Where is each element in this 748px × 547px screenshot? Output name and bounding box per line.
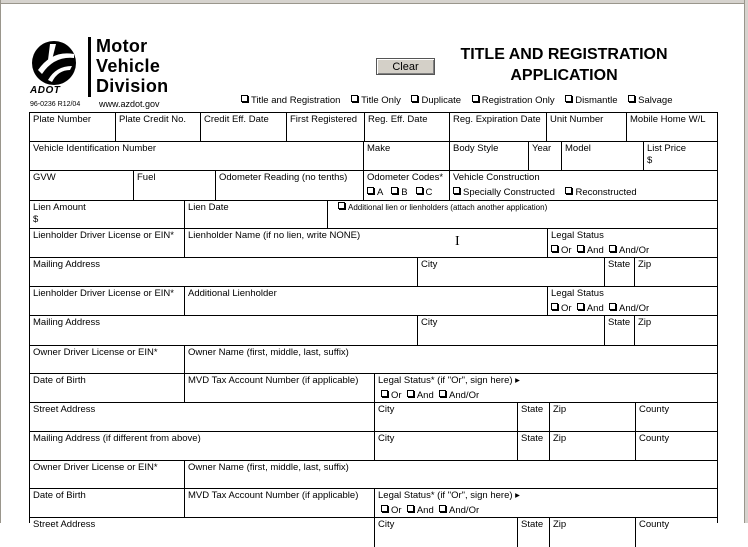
clear-button[interactable]: Clear xyxy=(376,58,435,75)
row-lienholder-1 xyxy=(30,229,717,258)
field-owner-mailing-county[interactable]: County xyxy=(639,433,670,444)
checkbox-icon[interactable] xyxy=(439,505,446,512)
checkbox-icon[interactable] xyxy=(407,390,414,397)
field-lienholder-legal-status: Legal Status Or And And/Or xyxy=(551,230,650,256)
field-body-style[interactable]: Body Style xyxy=(450,142,529,170)
field-owner2-license[interactable]: Owner Driver License or EIN* xyxy=(30,461,185,488)
field-odometer-codes: Odometer Codes* A B C xyxy=(364,171,450,200)
checkbox-icon[interactable] xyxy=(565,95,572,102)
field-owner2-county[interactable]: County xyxy=(639,519,670,530)
field-owner-zip[interactable]: Zip xyxy=(550,403,636,431)
field-owner2-street[interactable]: Street Address xyxy=(30,518,375,547)
row-gvw xyxy=(30,171,717,201)
field-model[interactable]: Model xyxy=(562,142,644,170)
field-gvw[interactable]: GVW xyxy=(30,171,134,200)
checkbox-icon[interactable] xyxy=(241,95,248,102)
field-lienholder2-zip[interactable]: Zip xyxy=(638,317,652,328)
form-title: TITLE AND REGISTRATION APPLICATION xyxy=(460,46,668,84)
field-lienholder2-state[interactable]: State xyxy=(605,316,635,345)
row-owner-1 xyxy=(30,346,717,374)
row-plate xyxy=(30,113,717,142)
field-fuel[interactable]: Fuel xyxy=(134,171,216,200)
field-lienholder2-mailing[interactable]: Mailing Address xyxy=(30,316,418,345)
checkbox-icon[interactable] xyxy=(551,303,558,310)
field-lienholder-license[interactable]: Lienholder Driver License or EIN* xyxy=(30,229,185,257)
field-lienholder2-legal-status: Legal Status Or And And/Or xyxy=(551,288,650,314)
application-type-options xyxy=(241,95,680,106)
row-vehicle xyxy=(30,142,717,171)
checkbox-icon[interactable] xyxy=(453,187,460,194)
field-plate-credit[interactable]: Plate Credit No. xyxy=(116,113,201,141)
checkbox-icon[interactable] xyxy=(609,303,616,310)
field-owner-legal-status: Legal Status* (if "Or", sign here) ▸ Or And And/Or xyxy=(378,375,520,401)
website: www.azdot.gov xyxy=(99,99,160,109)
checkbox-icon[interactable] xyxy=(577,303,584,310)
field-owner-name[interactable]: Owner Name (first, middle, last, suffix) xyxy=(188,347,349,358)
checkbox-icon[interactable] xyxy=(381,390,388,397)
row-owner-1-details xyxy=(30,374,717,403)
field-lienholder-city[interactable]: City xyxy=(418,258,605,286)
field-owner-county[interactable]: County xyxy=(639,404,670,415)
row-lienholder-2-address xyxy=(30,316,717,346)
type-registration-only[interactable]: Registration Only xyxy=(472,95,555,106)
checkbox-icon[interactable] xyxy=(609,245,616,252)
field-owner-state[interactable]: State xyxy=(518,403,550,431)
division-name: Motor Vehicle Division xyxy=(96,36,169,96)
field-list-price[interactable]: List Price $ xyxy=(647,143,687,166)
field-owner-mailing-city[interactable]: City xyxy=(375,432,518,460)
type-title-only[interactable]: Title Only xyxy=(351,95,401,106)
checkbox-icon[interactable] xyxy=(439,390,446,397)
field-owner-dob[interactable]: Date of Birth xyxy=(30,374,185,402)
field-lien-amount[interactable]: Lien Amount $ xyxy=(30,201,185,228)
field-year[interactable]: Year xyxy=(529,142,562,170)
row-owner-2-street xyxy=(30,518,717,547)
row-lienholder-2 xyxy=(30,287,717,316)
row-owner-2 xyxy=(30,461,717,489)
row-lienholder-1-address xyxy=(30,258,717,287)
checkbox-icon[interactable] xyxy=(472,95,479,102)
field-vehicle-construction: Vehicle Construction Specially Constructed Reconstructed xyxy=(453,172,637,198)
field-owner2-zip[interactable]: Zip xyxy=(550,518,636,547)
logo-divider xyxy=(88,37,91,97)
field-lien-date[interactable]: Lien Date xyxy=(185,201,328,228)
checkbox-icon[interactable] xyxy=(381,505,388,512)
field-owner-mailing[interactable]: Mailing Address (if different from above) xyxy=(30,432,375,460)
field-owner-city[interactable]: City xyxy=(375,403,518,431)
field-owner2-tax-account[interactable]: MVD Tax Account Number (if applicable) xyxy=(185,489,375,517)
field-lienholder2-city[interactable]: City xyxy=(418,316,605,345)
field-owner2-name[interactable]: Owner Name (first, middle, last, suffix) xyxy=(188,462,349,473)
field-mobile-home[interactable]: Mobile Home W/L xyxy=(630,114,706,125)
field-owner-mailing-zip[interactable]: Zip xyxy=(550,432,636,460)
field-first-registered[interactable]: First Registered xyxy=(287,113,365,141)
form-header xyxy=(0,0,745,112)
field-lienholder-name[interactable]: Lienholder Name (if no lien, write NONE) xyxy=(185,229,548,257)
field-additional-lien[interactable]: Additional lien or lienholders (attach another application) xyxy=(328,201,717,228)
field-owner2-dob[interactable]: Date of Birth xyxy=(30,489,185,517)
field-lienholder-zip[interactable]: Zip xyxy=(638,259,652,270)
form-grid xyxy=(29,112,718,530)
type-salvage[interactable]: Salvage xyxy=(628,95,672,106)
type-duplicate[interactable]: Duplicate xyxy=(411,95,461,106)
field-reg-eff-date[interactable]: Reg. Eff. Date xyxy=(365,113,450,141)
field-owner-tax-account[interactable]: MVD Tax Account Number (if applicable) xyxy=(185,374,375,402)
row-owner-1-street xyxy=(30,403,717,432)
checkbox-icon[interactable] xyxy=(628,95,635,102)
checkbox-icon[interactable] xyxy=(351,95,358,102)
type-title-registration[interactable]: Title and Registration xyxy=(241,95,340,106)
checkbox-icon[interactable] xyxy=(565,187,572,194)
field-unit-number[interactable]: Unit Number xyxy=(547,113,627,141)
field-lienholder2-license[interactable]: Lienholder Driver License or EIN* xyxy=(30,287,185,315)
field-credit-eff-date[interactable]: Credit Eff. Date xyxy=(201,113,287,141)
checkbox-icon[interactable] xyxy=(411,95,418,102)
field-odometer[interactable]: Odometer Reading (no tenths) xyxy=(216,171,364,200)
agency-name: ADOT xyxy=(30,85,61,96)
field-owner-mailing-state[interactable]: State xyxy=(518,432,550,460)
type-dismantle[interactable]: Dismantle xyxy=(565,95,617,106)
field-reg-expiration[interactable]: Reg. Expiration Date xyxy=(450,113,547,141)
row-lien xyxy=(30,201,717,229)
field-owner2-city[interactable]: City xyxy=(375,518,518,547)
row-owner-2-details xyxy=(30,489,717,518)
field-lienholder-state[interactable]: State xyxy=(605,258,635,286)
field-owner-street[interactable]: Street Address xyxy=(30,403,375,431)
checkbox-icon[interactable] xyxy=(391,187,398,194)
field-owner-license[interactable]: Owner Driver License or EIN* xyxy=(30,346,185,373)
form-number: 96-0236 R12/04 xyxy=(30,101,81,108)
checkbox-icon[interactable] xyxy=(416,187,423,194)
field-make[interactable]: Make xyxy=(364,142,450,170)
field-owner2-legal-status: Legal Status* (if "Or", sign here) ▸ Or And And/Or xyxy=(378,490,520,516)
checkbox-icon[interactable] xyxy=(367,187,374,194)
row-owner-1-mailing xyxy=(30,432,717,461)
field-lienholder-mailing[interactable]: Mailing Address xyxy=(30,258,418,286)
checkbox-icon[interactable] xyxy=(338,202,345,209)
checkbox-icon[interactable] xyxy=(551,245,558,252)
field-owner2-state[interactable]: State xyxy=(518,518,550,547)
field-vin[interactable]: Vehicle Identification Number xyxy=(30,142,364,170)
adot-logo-icon xyxy=(30,40,78,86)
checkbox-icon[interactable] xyxy=(407,505,414,512)
field-additional-lienholder[interactable]: Additional Lienholder xyxy=(185,287,548,315)
field-plate-number[interactable]: Plate Number xyxy=(30,113,116,141)
text-cursor-icon: I xyxy=(455,234,460,249)
checkbox-icon[interactable] xyxy=(577,245,584,252)
